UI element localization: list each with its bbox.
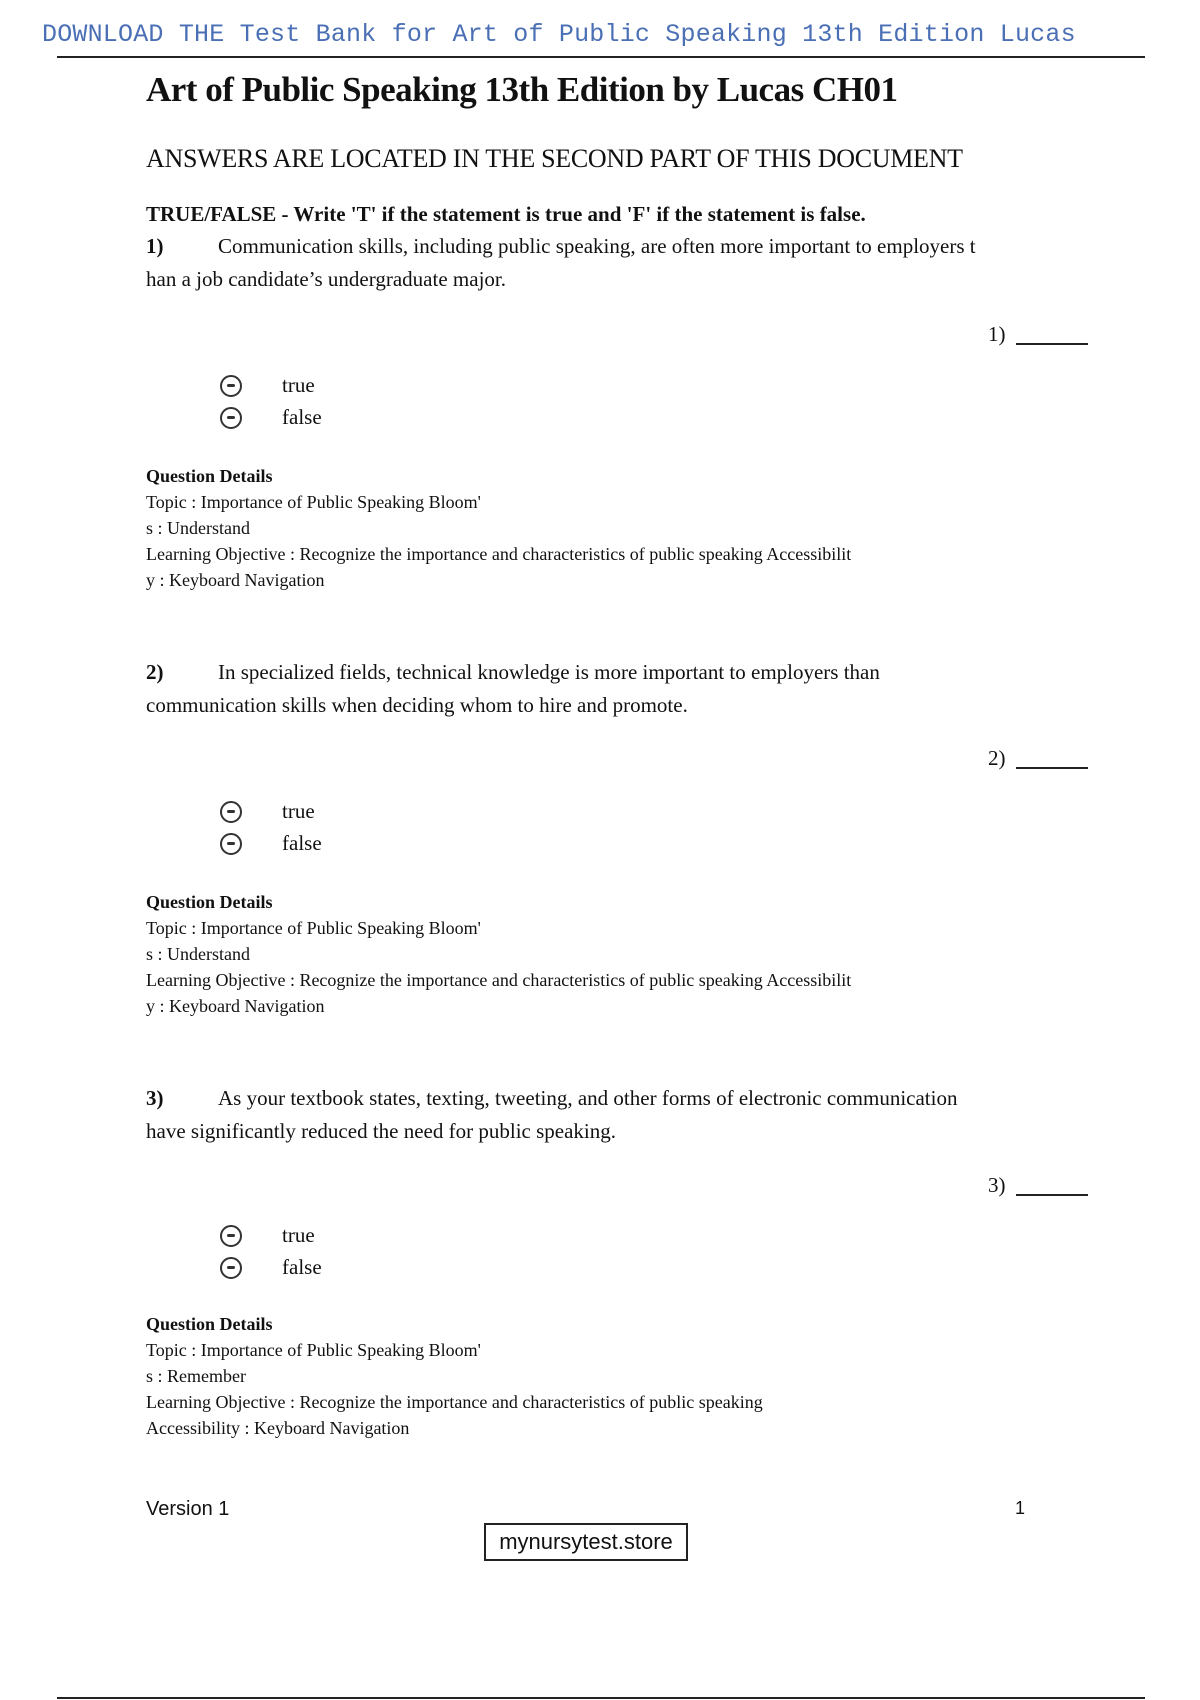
option-label: false: [282, 405, 322, 429]
answer-blank[interactable]: [1016, 1194, 1088, 1196]
answer-slot-1: [988, 322, 1088, 347]
question-1: [146, 230, 1086, 296]
header-divider: [57, 56, 1145, 58]
details-heading: Question Details: [146, 466, 273, 486]
download-banner-link[interactable]: DOWNLOAD THE Test Bank for Art of Public Speaking 13th Edition Lucas: [42, 20, 1076, 49]
details-line: s : Understand: [146, 518, 250, 538]
answer-slot-2: [988, 746, 1088, 771]
version-label: Version 1: [146, 1498, 230, 1520]
radio-icon[interactable]: [220, 1225, 242, 1247]
option-false-q2[interactable]: [220, 831, 322, 856]
answer-label: 2): [988, 746, 1006, 770]
question-details-1: [146, 463, 851, 593]
option-true-q3[interactable]: [220, 1223, 315, 1248]
question-text-line: communication skills when deciding whom to hire and promote.: [146, 693, 688, 717]
details-heading: Question Details: [146, 892, 273, 912]
answer-blank[interactable]: [1016, 767, 1088, 769]
question-details-2: [146, 889, 851, 1019]
document-title: Art of Public Speaking 13th Edition by Lucas CH01: [146, 70, 898, 109]
option-true-q1[interactable]: [220, 373, 315, 398]
radio-icon[interactable]: [220, 407, 242, 429]
answer-blank[interactable]: [1016, 343, 1088, 345]
question-2: [146, 656, 1086, 722]
site-watermark-stamp: mynursytest.store: [484, 1523, 688, 1561]
document-subtitle: ANSWERS ARE LOCATED IN THE SECOND PART OF THIS DOCUMENT: [146, 144, 963, 173]
answer-label: 3): [988, 1173, 1006, 1197]
option-label: true: [282, 1223, 315, 1247]
option-false-q3[interactable]: [220, 1255, 322, 1280]
option-true-q2[interactable]: [220, 799, 315, 824]
question-number: 2): [146, 660, 164, 684]
radio-icon[interactable]: [220, 833, 242, 855]
question-text-line: Communication skills, including public speaking, are often more important to employers t: [218, 234, 976, 258]
question-3: [146, 1082, 1086, 1148]
option-label: true: [282, 799, 315, 823]
details-line: s : Understand: [146, 944, 250, 964]
answer-slot-3: [988, 1173, 1088, 1198]
details-heading: Question Details: [146, 1314, 273, 1334]
details-line: y : Keyboard Navigation: [146, 996, 325, 1016]
question-number: 3): [146, 1086, 164, 1110]
answer-label: 1): [988, 322, 1006, 346]
question-text-line: In specialized fields, technical knowledge is more important to employers than: [218, 660, 880, 684]
option-label: false: [282, 1255, 322, 1279]
radio-icon[interactable]: [220, 1257, 242, 1279]
details-line: Topic : Importance of Public Speaking Bloom': [146, 918, 481, 938]
details-line: y : Keyboard Navigation: [146, 570, 325, 590]
radio-icon[interactable]: [220, 375, 242, 397]
question-text-line: As your textbook states, texting, tweeting, and other forms of electronic communication: [218, 1086, 958, 1110]
details-line: Learning Objective : Recognize the importance and characteristics of public speaking Accessibilit: [146, 970, 852, 990]
details-line: Learning Objective : Recognize the importance and characteristics of public speaking Accessibilit: [146, 544, 852, 564]
question-number: 1): [146, 234, 164, 258]
option-label: false: [282, 831, 322, 855]
details-line: Topic : Importance of Public Speaking Bloom': [146, 492, 481, 512]
section-instruction: TRUE/FALSE - Write 'T' if the statement is true and 'F' if the statement is false.: [146, 202, 866, 226]
details-line: Accessibility : Keyboard Navigation: [146, 1418, 410, 1438]
radio-icon[interactable]: [220, 801, 242, 823]
details-line: Topic : Importance of Public Speaking Bloom': [146, 1340, 481, 1360]
details-line: Learning Objective : Recognize the importance and characteristics of public speaking: [146, 1392, 763, 1412]
question-text-line: han a job candidate’s undergraduate major.: [146, 267, 506, 291]
footer-divider: [57, 1697, 1145, 1699]
option-label: true: [282, 373, 315, 397]
details-line: s : Remember: [146, 1366, 246, 1386]
question-details-3: [146, 1311, 763, 1441]
question-text-line: have significantly reduced the need for public speaking.: [146, 1119, 616, 1143]
option-false-q1[interactable]: [220, 405, 322, 430]
page-number: 1: [1015, 1498, 1026, 1518]
